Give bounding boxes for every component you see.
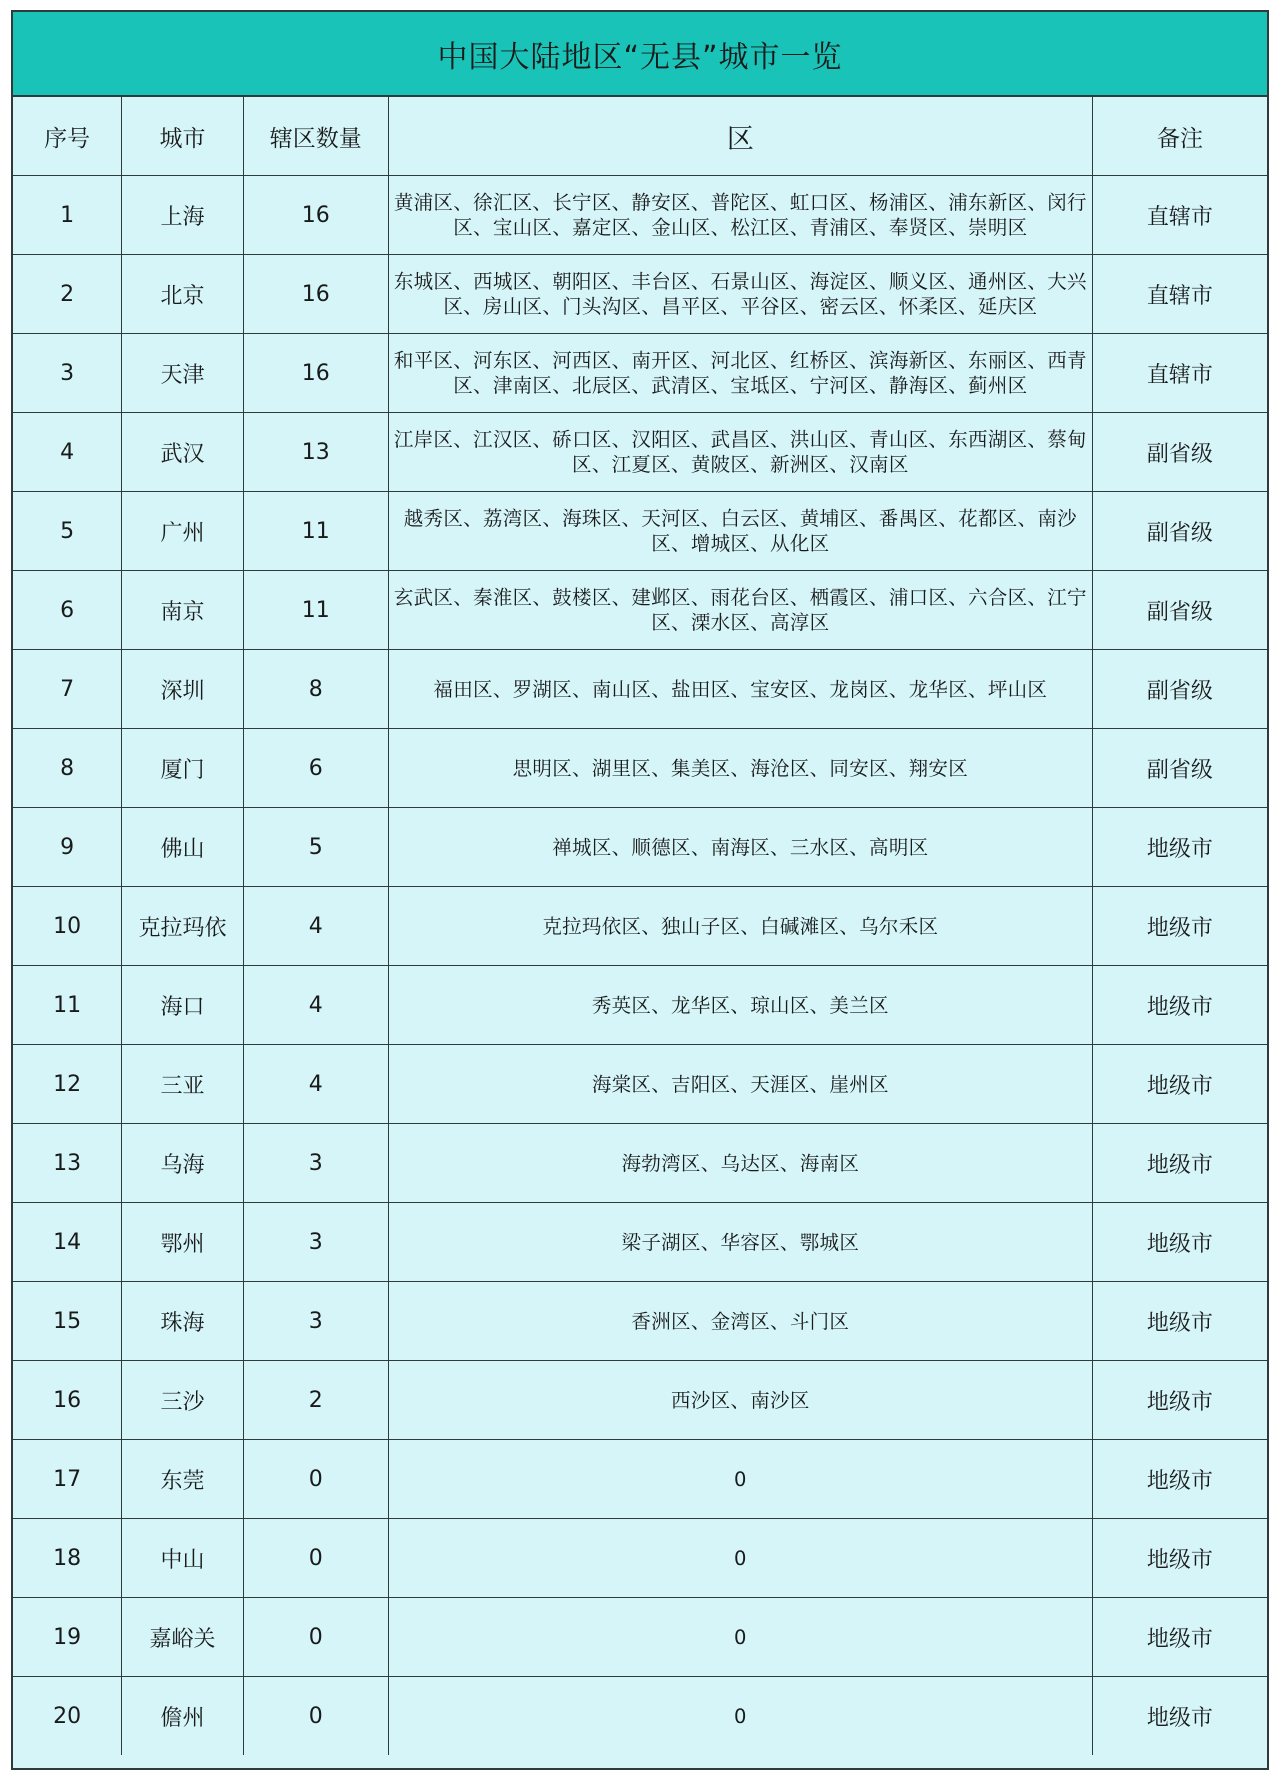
row-count-cell: 4 <box>243 966 388 1045</box>
row-index-cell: 12 <box>13 1045 122 1124</box>
row-count-cell: 0 <box>243 1440 388 1519</box>
row-note-cell: 地级市 <box>1092 1124 1267 1203</box>
row-note-cell: 地级市 <box>1092 1282 1267 1361</box>
table-row <box>13 1361 1267 1440</box>
row-districts-cell: 0 <box>388 1598 1092 1677</box>
row-index-cell: 17 <box>13 1440 122 1519</box>
table-row <box>13 1124 1267 1203</box>
table-row <box>13 887 1267 966</box>
row-count-cell: 11 <box>243 492 388 571</box>
header-note: 备注 <box>1092 97 1267 176</box>
row-count-cell: 8 <box>243 650 388 729</box>
row-index-cell: 3 <box>13 334 122 413</box>
table-sheet <box>11 10 1269 1770</box>
row-count-cell: 11 <box>243 571 388 650</box>
row-city-cell: 天津 <box>122 334 243 413</box>
row-city-cell: 上海 <box>122 176 243 255</box>
row-districts-cell: 海勃湾区、乌达区、海南区 <box>388 1124 1092 1203</box>
row-city-cell: 南京 <box>122 571 243 650</box>
row-note-cell: 地级市 <box>1092 887 1267 966</box>
row-note-cell: 地级市 <box>1092 1203 1267 1282</box>
row-note-cell: 直辖市 <box>1092 255 1267 334</box>
row-districts-cell: 和平区、河东区、河西区、南开区、河北区、红桥区、滨海新区、东丽区、西青区、津南区、北辰区、武清区、宝坻区、宁河区、静海区、蓟州区 <box>388 334 1092 413</box>
row-districts-cell: 越秀区、荔湾区、海珠区、天河区、白云区、黄埔区、番禺区、花都区、南沙区、增城区、从化区 <box>388 492 1092 571</box>
row-districts-cell: 海棠区、吉阳区、天涯区、崖州区 <box>388 1045 1092 1124</box>
row-count-cell: 0 <box>243 1519 388 1598</box>
row-districts-cell: 黄浦区、徐汇区、长宁区、静安区、普陀区、虹口区、杨浦区、浦东新区、闵行区、宝山区、嘉定区、金山区、松江区、青浦区、奉贤区、崇明区 <box>388 176 1092 255</box>
row-note-cell: 副省级 <box>1092 413 1267 492</box>
header-row <box>13 97 1267 176</box>
row-city-cell: 东莞 <box>122 1440 243 1519</box>
row-districts-cell: 江岸区、江汉区、硚口区、汉阳区、武昌区、洪山区、青山区、东西湖区、蔡甸区、江夏区、黄陂区、新洲区、汉南区 <box>388 413 1092 492</box>
table-row <box>13 492 1267 571</box>
row-note-cell: 副省级 <box>1092 492 1267 571</box>
table-row <box>13 1519 1267 1598</box>
row-districts-cell: 西沙区、南沙区 <box>388 1361 1092 1440</box>
row-note-cell: 副省级 <box>1092 650 1267 729</box>
row-count-cell: 4 <box>243 1045 388 1124</box>
row-index-cell: 9 <box>13 808 122 887</box>
header-index: 序号 <box>13 97 122 176</box>
header-city: 城市 <box>122 97 243 176</box>
row-districts-cell: 0 <box>388 1519 1092 1598</box>
row-count-cell: 6 <box>243 729 388 808</box>
table-row <box>13 650 1267 729</box>
row-count-cell: 4 <box>243 887 388 966</box>
row-index-cell: 7 <box>13 650 122 729</box>
row-index-cell: 5 <box>13 492 122 571</box>
row-city-cell: 嘉峪关 <box>122 1598 243 1677</box>
row-count-cell: 13 <box>243 413 388 492</box>
row-districts-cell: 0 <box>388 1677 1092 1756</box>
row-city-cell: 三沙 <box>122 1361 243 1440</box>
row-note-cell: 副省级 <box>1092 571 1267 650</box>
row-city-cell: 鄂州 <box>122 1203 243 1282</box>
row-city-cell: 海口 <box>122 966 243 1045</box>
row-count-cell: 16 <box>243 176 388 255</box>
row-districts-cell: 0 <box>388 1440 1092 1519</box>
row-count-cell: 2 <box>243 1361 388 1440</box>
row-index-cell: 11 <box>13 966 122 1045</box>
table-row <box>13 1677 1267 1756</box>
row-index-cell: 16 <box>13 1361 122 1440</box>
row-city-cell: 深圳 <box>122 650 243 729</box>
row-index-cell: 1 <box>13 176 122 255</box>
row-index-cell: 4 <box>13 413 122 492</box>
row-note-cell: 地级市 <box>1092 966 1267 1045</box>
row-index-cell: 10 <box>13 887 122 966</box>
row-note-cell: 副省级 <box>1092 729 1267 808</box>
row-districts-cell: 梁子湖区、华容区、鄂城区 <box>388 1203 1092 1282</box>
row-note-cell: 地级市 <box>1092 1677 1267 1756</box>
row-note-cell: 地级市 <box>1092 1045 1267 1124</box>
table-row <box>13 808 1267 887</box>
table-row <box>13 176 1267 255</box>
row-note-cell: 地级市 <box>1092 1598 1267 1677</box>
table-row <box>13 729 1267 808</box>
header-districts: 区 <box>388 97 1092 176</box>
row-count-cell: 16 <box>243 255 388 334</box>
row-districts-cell: 香洲区、金湾区、斗门区 <box>388 1282 1092 1361</box>
row-index-cell: 13 <box>13 1124 122 1203</box>
row-index-cell: 6 <box>13 571 122 650</box>
row-districts-cell: 克拉玛依区、独山子区、白碱滩区、乌尔禾区 <box>388 887 1092 966</box>
table-row <box>13 413 1267 492</box>
header-count: 辖区数量 <box>243 97 388 176</box>
table-row <box>13 966 1267 1045</box>
row-city-cell: 珠海 <box>122 1282 243 1361</box>
row-index-cell: 15 <box>13 1282 122 1361</box>
row-city-cell: 武汉 <box>122 413 243 492</box>
table-row <box>13 571 1267 650</box>
table-row <box>13 334 1267 413</box>
table-body <box>13 176 1267 1756</box>
table-row <box>13 1282 1267 1361</box>
row-count-cell: 16 <box>243 334 388 413</box>
row-note-cell: 直辖市 <box>1092 176 1267 255</box>
row-index-cell: 18 <box>13 1519 122 1598</box>
row-note-cell: 直辖市 <box>1092 334 1267 413</box>
row-index-cell: 8 <box>13 729 122 808</box>
row-city-cell: 儋州 <box>122 1677 243 1756</box>
row-districts-cell: 玄武区、秦淮区、鼓楼区、建邺区、雨花台区、栖霞区、浦口区、六合区、江宁区、溧水区、高淳区 <box>388 571 1092 650</box>
row-city-cell: 乌海 <box>122 1124 243 1203</box>
row-note-cell: 地级市 <box>1092 808 1267 887</box>
row-count-cell: 3 <box>243 1203 388 1282</box>
row-count-cell: 3 <box>243 1282 388 1361</box>
row-note-cell: 地级市 <box>1092 1440 1267 1519</box>
row-districts-cell: 秀英区、龙华区、琼山区、美兰区 <box>388 966 1092 1045</box>
row-count-cell: 0 <box>243 1598 388 1677</box>
table-row <box>13 1203 1267 1282</box>
row-city-cell: 佛山 <box>122 808 243 887</box>
row-city-cell: 中山 <box>122 1519 243 1598</box>
table-row <box>13 1045 1267 1124</box>
row-index-cell: 14 <box>13 1203 122 1282</box>
table-row <box>13 1598 1267 1677</box>
table-title: 中国大陆地区“无县”城市一览 <box>13 12 1267 97</box>
row-districts-cell: 东城区、西城区、朝阳区、丰台区、石景山区、海淀区、顺义区、通州区、大兴区、房山区、门头沟区、昌平区、平谷区、密云区、怀柔区、延庆区 <box>388 255 1092 334</box>
row-index-cell: 20 <box>13 1677 122 1756</box>
row-city-cell: 北京 <box>122 255 243 334</box>
row-districts-cell: 禅城区、顺德区、南海区、三水区、高明区 <box>388 808 1092 887</box>
table-row <box>13 255 1267 334</box>
row-city-cell: 三亚 <box>122 1045 243 1124</box>
row-index-cell: 19 <box>13 1598 122 1677</box>
row-city-cell: 厦门 <box>122 729 243 808</box>
row-note-cell: 地级市 <box>1092 1519 1267 1598</box>
district-table <box>13 97 1267 1755</box>
table-row <box>13 1440 1267 1519</box>
row-count-cell: 3 <box>243 1124 388 1203</box>
row-city-cell: 广州 <box>122 492 243 571</box>
row-districts-cell: 思明区、湖里区、集美区、海沧区、同安区、翔安区 <box>388 729 1092 808</box>
row-city-cell: 克拉玛依 <box>122 887 243 966</box>
row-count-cell: 0 <box>243 1677 388 1756</box>
row-districts-cell: 福田区、罗湖区、南山区、盐田区、宝安区、龙岗区、龙华区、坪山区 <box>388 650 1092 729</box>
row-note-cell: 地级市 <box>1092 1361 1267 1440</box>
row-count-cell: 5 <box>243 808 388 887</box>
row-index-cell: 2 <box>13 255 122 334</box>
